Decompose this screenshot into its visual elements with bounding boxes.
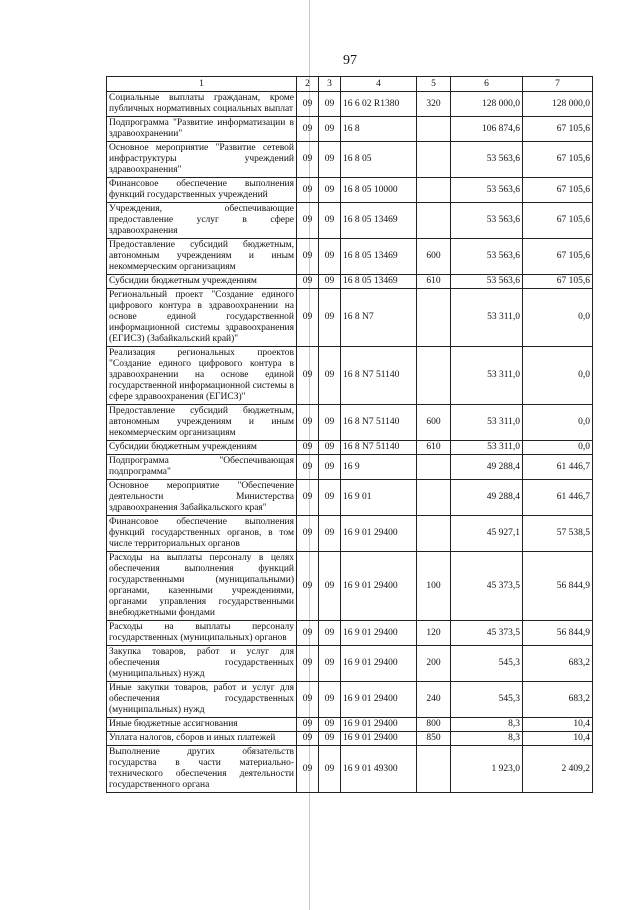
table-row [107, 347, 593, 405]
cell-target-article: 16 9 01 [341, 480, 417, 516]
cell-section: 09 [297, 621, 319, 646]
cell-expense-type: 600 [417, 405, 451, 441]
cell-target-article: 16 9 01 29400 [341, 682, 417, 718]
cell-amount-6: 53 311,0 [451, 289, 523, 347]
cell-expense-type: 100 [417, 552, 451, 621]
table-row [107, 516, 593, 552]
cell-name: Социальные выплаты гражданам, кроме публичных нормативных социальных выплат [107, 92, 297, 117]
cell-amount-7: 2 409,2 [523, 746, 593, 793]
cell-amount-7: 10,4 [523, 732, 593, 746]
cell-expense-type [417, 455, 451, 480]
cell-name: Учреждения, обеспечивающие предоставление услуг в сфере здравоохранения [107, 203, 297, 239]
cell-name: Уплата налогов, сборов и иных платежей [107, 732, 297, 746]
cell-subsection: 09 [319, 203, 341, 239]
cell-target-article: 16 9 01 29400 [341, 516, 417, 552]
cell-expense-type: 240 [417, 682, 451, 718]
cell-subsection: 09 [319, 746, 341, 793]
cell-subsection: 09 [319, 117, 341, 142]
table-row [107, 732, 593, 746]
cell-amount-6: 45 373,5 [451, 621, 523, 646]
cell-amount-6: 8,3 [451, 732, 523, 746]
cell-section: 09 [297, 178, 319, 203]
cell-amount-7: 67 105,6 [523, 275, 593, 289]
cell-target-article: 16 9 01 49300 [341, 746, 417, 793]
cell-subsection: 09 [319, 480, 341, 516]
cell-section: 09 [297, 142, 319, 178]
cell-expense-type [417, 347, 451, 405]
cell-subsection: 09 [319, 142, 341, 178]
cell-amount-7: 67 105,6 [523, 178, 593, 203]
cell-amount-6: 545,3 [451, 646, 523, 682]
table-row [107, 746, 593, 793]
cell-amount-7: 61 446,7 [523, 455, 593, 480]
cell-subsection: 09 [319, 646, 341, 682]
cell-expense-type: 600 [417, 239, 451, 275]
cell-section: 09 [297, 646, 319, 682]
cell-target-article: 16 9 01 29400 [341, 718, 417, 732]
cell-section: 09 [297, 92, 319, 117]
cell-expense-type: 800 [417, 718, 451, 732]
cell-expense-type [417, 480, 451, 516]
cell-section: 09 [297, 239, 319, 275]
cell-target-article: 16 8 [341, 117, 417, 142]
table-row [107, 178, 593, 203]
cell-amount-6: 49 288,4 [451, 480, 523, 516]
table-row [107, 621, 593, 646]
cell-expense-type: 320 [417, 92, 451, 117]
cell-amount-7: 683,2 [523, 646, 593, 682]
cell-expense-type: 610 [417, 275, 451, 289]
cell-amount-6: 53 563,6 [451, 239, 523, 275]
cell-section: 09 [297, 441, 319, 455]
cell-subsection: 09 [319, 178, 341, 203]
table-row [107, 552, 593, 621]
cell-name: Расходы на выплаты персоналу государственных (муниципальных) органов [107, 621, 297, 646]
cell-section: 09 [297, 347, 319, 405]
cell-amount-7: 56 844,9 [523, 621, 593, 646]
cell-subsection: 09 [319, 289, 341, 347]
cell-name: Подпрограмма "Развитие информатизации в здравоохранении" [107, 117, 297, 142]
cell-expense-type [417, 142, 451, 178]
cell-amount-6: 8,3 [451, 718, 523, 732]
cell-subsection: 09 [319, 275, 341, 289]
table-header-row [107, 77, 593, 92]
cell-section: 09 [297, 718, 319, 732]
cell-target-article: 16 9 [341, 455, 417, 480]
cell-target-article: 16 9 01 29400 [341, 621, 417, 646]
cell-expense-type [417, 117, 451, 142]
cell-amount-7: 67 105,6 [523, 239, 593, 275]
cell-amount-6: 106 874,6 [451, 117, 523, 142]
cell-amount-6: 49 288,4 [451, 455, 523, 480]
cell-target-article: 16 8 N7 51140 [341, 347, 417, 405]
cell-amount-6: 53 311,0 [451, 347, 523, 405]
cell-amount-7: 10,4 [523, 718, 593, 732]
cell-name: Основное мероприятие "Развитие сетевой инфраструктуры учреждений здравоохранения" [107, 142, 297, 178]
cell-amount-6: 128 000,0 [451, 92, 523, 117]
cell-amount-6: 53 311,0 [451, 441, 523, 455]
column-header-expense-type: 5 [417, 77, 451, 92]
cell-name: Субсидии бюджетным учреждениям [107, 441, 297, 455]
column-header-target-article: 4 [341, 77, 417, 92]
column-header-section: 2 [297, 77, 319, 92]
cell-expense-type [417, 746, 451, 793]
cell-section: 09 [297, 732, 319, 746]
cell-target-article: 16 8 05 13469 [341, 203, 417, 239]
cell-subsection: 09 [319, 455, 341, 480]
table-row [107, 203, 593, 239]
cell-amount-7: 56 844,9 [523, 552, 593, 621]
cell-name: Региональный проект "Создание единого цифрового контура в здравоохранении на основе единой государственной информационной системы здравоохранения (ЕГИСЗ) (Забайкальский край)" [107, 289, 297, 347]
cell-target-article: 16 8 05 13469 [341, 275, 417, 289]
cell-subsection: 09 [319, 682, 341, 718]
cell-amount-7: 67 105,6 [523, 117, 593, 142]
cell-section: 09 [297, 480, 319, 516]
cell-expense-type [417, 203, 451, 239]
cell-section: 09 [297, 405, 319, 441]
table-row [107, 455, 593, 480]
table-row [107, 441, 593, 455]
cell-expense-type [417, 516, 451, 552]
cell-target-article: 16 8 N7 51140 [341, 405, 417, 441]
cell-section: 09 [297, 117, 319, 142]
cell-subsection: 09 [319, 552, 341, 621]
cell-subsection: 09 [319, 621, 341, 646]
cell-name: Финансовое обеспечение выполнения функций государственных органов, в том числе территориальных органов [107, 516, 297, 552]
cell-name: Иные бюджетные ассигнования [107, 718, 297, 732]
cell-target-article: 16 8 N7 [341, 289, 417, 347]
cell-expense-type: 850 [417, 732, 451, 746]
column-header-subsection: 3 [319, 77, 341, 92]
cell-target-article: 16 8 05 [341, 142, 417, 178]
cell-amount-7: 0,0 [523, 441, 593, 455]
cell-section: 09 [297, 203, 319, 239]
column-header-amount-6: 6 [451, 77, 523, 92]
cell-name: Субсидии бюджетным учреждениям [107, 275, 297, 289]
cell-expense-type: 120 [417, 621, 451, 646]
cell-subsection: 09 [319, 732, 341, 746]
cell-amount-6: 53 563,6 [451, 178, 523, 203]
table-row [107, 92, 593, 117]
cell-name: Предоставление субсидий бюджетным, автономным учреждениям и иным некоммерческим организациям [107, 239, 297, 275]
cell-subsection: 09 [319, 516, 341, 552]
cell-amount-7: 57 538,5 [523, 516, 593, 552]
cell-target-article: 16 8 N7 51140 [341, 441, 417, 455]
cell-name: Реализация региональных проектов "Создание единого цифрового контура в здравоохранении на основе единой государственной информационной системы в сфере здравоохранения (ЕГИСЗ)" [107, 347, 297, 405]
table-row [107, 682, 593, 718]
cell-subsection: 09 [319, 718, 341, 732]
cell-name: Закупка товаров, работ и услуг для обеспечения государственных (муниципальных) нужд [107, 646, 297, 682]
cell-expense-type: 610 [417, 441, 451, 455]
cell-amount-6: 53 563,6 [451, 275, 523, 289]
cell-name: Расходы на выплаты персоналу в целях обеспечения выполнения функций государственными (муниципальными) органами, казенными учреждениями, органами управления государственными внебюджетными фондами [107, 552, 297, 621]
cell-subsection: 09 [319, 92, 341, 117]
table-row [107, 480, 593, 516]
cell-section: 09 [297, 682, 319, 718]
cell-target-article: 16 9 01 29400 [341, 646, 417, 682]
cell-expense-type [417, 289, 451, 347]
cell-amount-6: 545,3 [451, 682, 523, 718]
cell-name: Подпрограмма "Обеспечивающая подпрограмма" [107, 455, 297, 480]
cell-section: 09 [297, 516, 319, 552]
page-number: 97 [343, 53, 357, 68]
cell-amount-6: 53 563,6 [451, 203, 523, 239]
cell-amount-7: 67 105,6 [523, 203, 593, 239]
cell-subsection: 09 [319, 347, 341, 405]
cell-subsection: 09 [319, 405, 341, 441]
cell-section: 09 [297, 552, 319, 621]
cell-amount-7: 0,0 [523, 405, 593, 441]
cell-amount-7: 128 000,0 [523, 92, 593, 117]
cell-name: Финансовое обеспечение выполнения функций государственных учреждений [107, 178, 297, 203]
cell-amount-6: 45 927,1 [451, 516, 523, 552]
cell-target-article: 16 8 05 10000 [341, 178, 417, 203]
cell-section: 09 [297, 289, 319, 347]
cell-target-article: 16 6 02 R1380 [341, 92, 417, 117]
column-header-amount-7: 7 [523, 77, 593, 92]
cell-target-article: 16 9 01 29400 [341, 732, 417, 746]
column-header-name: 1 [107, 77, 297, 92]
cell-amount-7: 61 446,7 [523, 480, 593, 516]
table-row [107, 718, 593, 732]
table-row [107, 275, 593, 289]
cell-subsection: 09 [319, 239, 341, 275]
cell-amount-6: 53 563,6 [451, 142, 523, 178]
cell-amount-7: 683,2 [523, 682, 593, 718]
table-row [107, 142, 593, 178]
cell-name: Основное мероприятие "Обеспечение деятельности Министерства здравоохранения Забайкальского края" [107, 480, 297, 516]
table-row [107, 117, 593, 142]
table-row [107, 239, 593, 275]
cell-section: 09 [297, 455, 319, 480]
cell-amount-7: 0,0 [523, 289, 593, 347]
cell-section: 09 [297, 746, 319, 793]
cell-expense-type: 200 [417, 646, 451, 682]
cell-name: Выполнение других обязательств государства в части материально-технического обеспечения деятельности государственного органа [107, 746, 297, 793]
table-row [107, 405, 593, 441]
cell-target-article: 16 8 05 13469 [341, 239, 417, 275]
cell-amount-7: 67 105,6 [523, 142, 593, 178]
table-body [107, 92, 593, 793]
cell-amount-7: 0,0 [523, 347, 593, 405]
cell-expense-type [417, 178, 451, 203]
cell-amount-6: 53 311,0 [451, 405, 523, 441]
cell-amount-6: 1 923,0 [451, 746, 523, 793]
table-row [107, 289, 593, 347]
budget-table [106, 76, 593, 793]
cell-target-article: 16 9 01 29400 [341, 552, 417, 621]
cell-amount-6: 45 373,5 [451, 552, 523, 621]
cell-name: Иные закупки товаров, работ и услуг для обеспечения государственных (муниципальных) нужд [107, 682, 297, 718]
cell-name: Предоставление субсидий бюджетным, автономным учреждениям и иным некоммерческим организациям [107, 405, 297, 441]
cell-subsection: 09 [319, 441, 341, 455]
table-row [107, 646, 593, 682]
cell-section: 09 [297, 275, 319, 289]
